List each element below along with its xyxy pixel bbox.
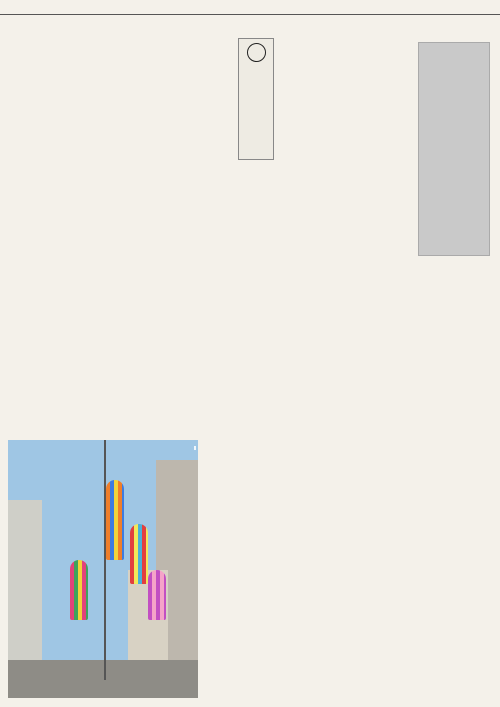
streamer — [106, 480, 124, 560]
article-number — [247, 43, 266, 62]
streamer — [148, 570, 166, 620]
tanabata-photo — [8, 440, 198, 698]
photo-caption — [194, 446, 196, 450]
body-column-left-top — [4, 22, 186, 422]
street — [8, 660, 198, 698]
newspaper-header — [0, 0, 500, 15]
pole — [104, 440, 106, 680]
series-logo — [418, 42, 490, 256]
streamer — [130, 524, 148, 584]
article-subtitle-box — [238, 38, 274, 160]
body-column-top — [276, 22, 414, 290]
streamer — [70, 560, 88, 620]
body-column-bottom — [204, 284, 494, 698]
